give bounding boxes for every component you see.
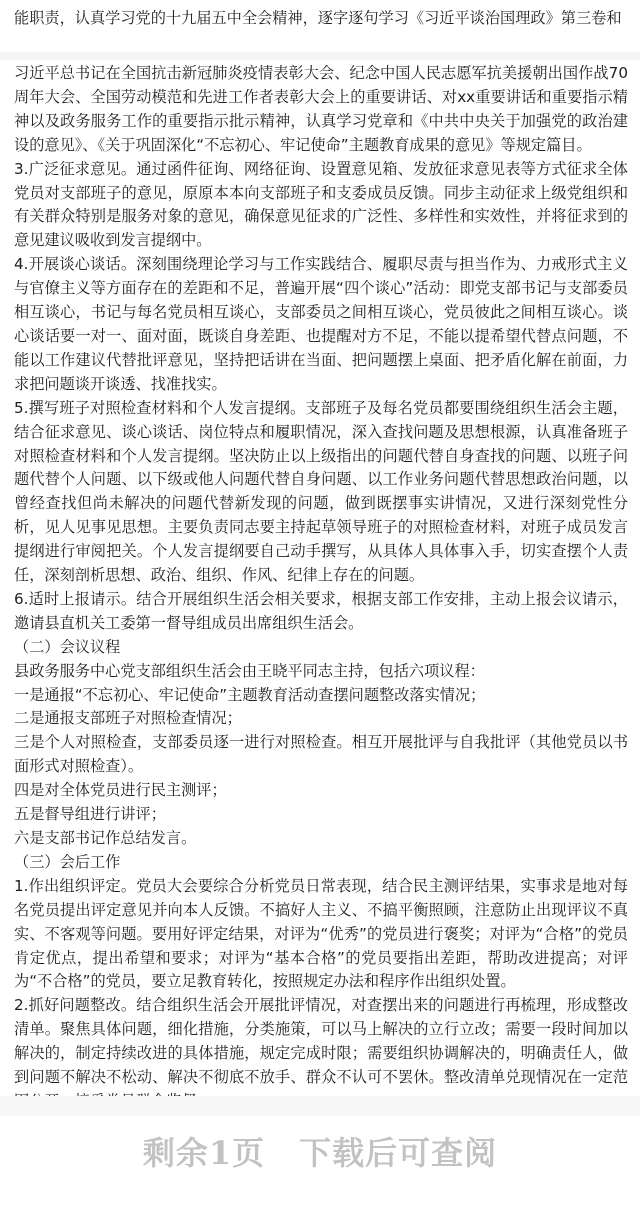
top-text-line: 能职责，认真学习党的十九届五中全会精神，逐字逐句学习《习近平谈治国理政》第三卷和	[14, 9, 622, 27]
paragraph-write-materials: 5.撰写班子对照检查材料和个人发言提纲。支部班子及每名党员都要围绕组织生活会主题，结合征求意见、谈心谈话、岗位特点和履职情况，深入查找问题及思想根源，认真准备班子对照检查材料和个人发言提纲。坚决防止以上级指出的问题代替自身查找的问题、以班子问题代替个人问题、以下级或他人问题代替自身问题、以工作业务问题代替思想政治问题，以曾经查找但尚未解决的问题代替新发现的问题，做到既摆事实讲情况，又进行深刻党性分析，见人见事见思想。主要负责同志要主持起草领导班子的对照检查材料，对班子成员发言提纲进行审阅把关。个人发言提纲要自己动手撰写，从具体人具体事入手，切实查摆个人责任，深刻剖析思想、政治、组织、作风、纪律上存在的问题。	[14, 398, 628, 585]
paragraph-solicit-opinions: 3.广泛征求意见。通过函件征询、网络征询、设置意见箱、发放征求意见表等方式征求全体党员对支部班子的意见，原原本本向支部班子和支委成员反馈。同步主动征求上级党组织和有关群众特别是服务对象的意见，确保意见征求的广泛性、多样性和实效性，并将征求到的意见建议吸收到发言提纲中。	[14, 159, 628, 250]
section-heading-agenda: （二）会议议程	[14, 637, 121, 656]
paragraph-rectification: 2.抓好问题整改。结合组织生活会开展批评情况，对查摆出来的问题进行再梳理，形成整改清单。聚焦具体问题，细化措施，分类施策，可以马上解决的立行立改；需要一段时间加以解决的，制定持续改进的具体措施，规定完成时限；需要组织协调解决的，明确责任人，做到问题不解决不松动、解决不彻底不放手、群众不认可不罢休。整改清单兑现情况在一定范	[14, 996, 628, 1087]
agenda-item-6: 六是支部书记作总结发言。	[14, 829, 197, 847]
agenda-item-4: 四是对全体党员进行民主测评；	[14, 781, 227, 800]
paragraph-heart-to-heart-talks: 4.开展谈心谈话。深刻围绕理论学习与工作实践结合、履职尽责与担当作为、力戒形式主义与官僚主义等方面存在的差距和不足，普遍开展“四个谈心”活动：即党支部书记与支部委员相互谈心，书记与每名党员相互谈心，支部委员之间相互谈心，党员彼此之间相互谈心。谈心谈话要一对一、面对面，既谈自身差距、也提醒对方不足，不能以提希望代替点问题，不能以工作建议代替批评意见，坚持把话讲在当面、把问题摆上桌面、把矛盾化解在前面，力求把问题谈开谈透、找准找实。	[14, 255, 628, 393]
agenda-item-1: 一是通报“不忘初心、牢记使命”主题教育活动查摆问题整改落实情况；	[14, 685, 486, 704]
agenda-item-3: 三是个人对照检查，支部委员逐一进行对照检查。相互开展批评与自我批评（其他党员以书面形式对照检查）。	[14, 733, 628, 776]
download-prompt-text[interactable]	[143, 1128, 497, 1174]
footer-divider	[0, 1096, 640, 1116]
download-to-view-label: 下载后可查阅	[299, 1134, 498, 1172]
paragraph-agenda-intro: 县政务服务中心党支部组织生活会由王晓平同志主持，包括六项议程：	[14, 661, 485, 680]
page-divider	[0, 52, 640, 60]
agenda-item-5: 五是督导组进行讲评；	[14, 805, 166, 824]
paragraph-study-list: 习近平总书记在全国抗击新冠肺炎疫情表彰大会、纪念中国人民志愿军抗美援朝出国作战70周年大会、全国劳动模范和先进工作者表彰大会上的重要讲话、对xx重要讲话和重要指示精神以及政务服务工作的重要指示批示精神，认真学习党章和《中共中央关于加强党的政治建设的意见》、《关于巩固深化“不忘初心、牢记使命”主题教育成果的意见》等规定篇目。	[14, 64, 628, 154]
remaining-pages-label: 剩余1页	[142, 1134, 266, 1172]
previous-page-fragment	[0, 0, 640, 52]
document-body	[14, 62, 628, 1114]
paragraph-report-request: 6.适时上报请示。结合开展组织生活会相关要求，根据支部工作安排，主动上报会议请示，邀请县直机关工委第一督导组成员出席组织生活会。	[14, 589, 628, 632]
paragraph-evaluation: 1.作出组织评定。党员大会要综合分析党员日常表现，结合民主测评结果，实事求是地对每名党员提出评定意见并向本人反馈。不搞好人主义、不搞平衡照顾，注意防止出现评议不真实、不客观等问题。要用好评定结果，对评为“优秀”的党员进行褒奖；对评为“合格”的党员肯定优点，提出希望和要求；对评为“基本合格”的党员要指出差距，帮助改进提高；对评为“不合格”的党员，要立足教育转化，按照规定办法和程序作出组织处置。	[14, 876, 628, 991]
agenda-item-2: 二是通报支部班子对照检查情况；	[14, 709, 242, 728]
section-heading-followup: （三）会后工作	[14, 852, 121, 871]
download-prompt[interactable]	[0, 1116, 640, 1210]
